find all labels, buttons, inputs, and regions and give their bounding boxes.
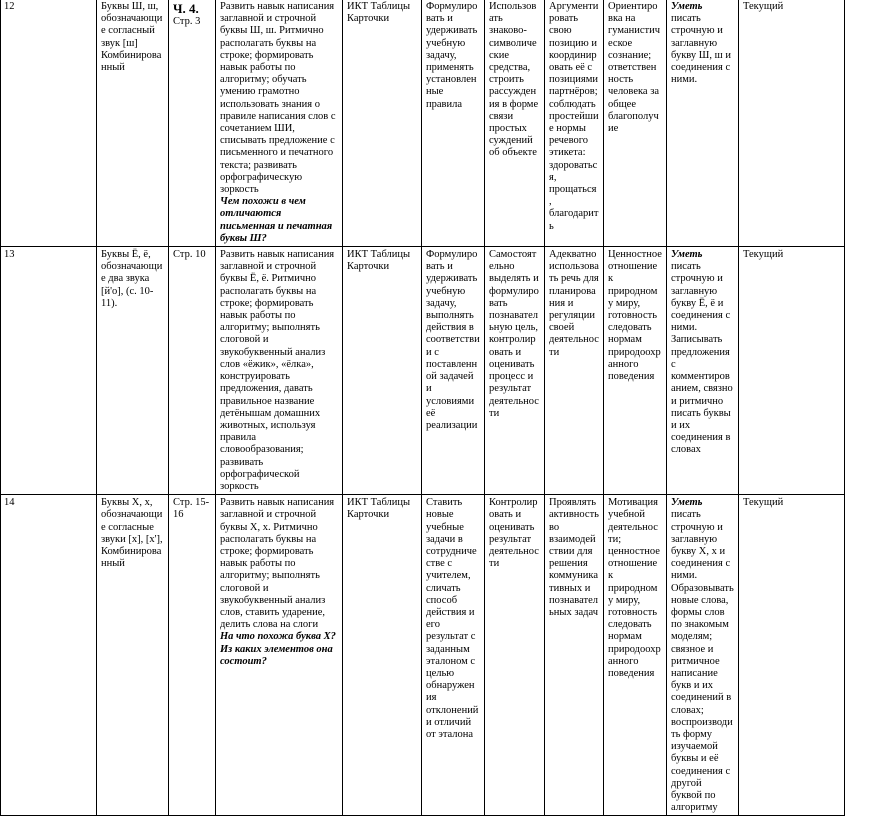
textbook-ref (169, 495, 216, 816)
control-type: Текущий (739, 247, 845, 495)
subject-text: писать строчную и заглавную букву Ё, ё и соединения с ними. Записывать предложения с комментированием, связно и ритмично писать буквы и их соединения в словах (671, 261, 733, 456)
cognitive-skills: Использовать знаково-символические средства, строить рассуждения в форме связи простых суждений об объекте (485, 0, 545, 247)
lesson-number: 14 (1, 495, 97, 816)
goal-text: Развить навык написания заглавной и строчной буквы Х, х. Ритмично располагать буквы на строке; формировать навык работы по алгоритму; выполнять слоговой и звукобуквенный анализ слов, ставить ударение, делить слова на слоги (220, 497, 335, 631)
resources: ИКТ Таблицы Карточки (343, 495, 422, 816)
table-row (1, 0, 883, 247)
control-type: Текущий (739, 0, 845, 247)
page-label: Стр. 10 (173, 249, 206, 261)
regulative-skills: Ставить новые учебные задачи в сотрудничестве с учителем, сличать способ действия и его результат с заданным эталоном с целью обнаружения отклонений и отличий от эталона (422, 495, 485, 816)
subject-bold: Уметь (671, 249, 703, 261)
lesson-topic: Буквы Х, х, обозначающие согласные звуки [х], [х'], Комбинированный (97, 495, 169, 816)
lesson-topic: Буквы Ё, ё, обозначающие два звука [й'о], (с. 10-11). (97, 247, 169, 495)
resources: ИКТ Таблицы Карточки (343, 0, 422, 247)
subject-text: писать строчную и заглавную букву Х, х и соединения с ними. Образовывать новые слова, формы слов по знакомым моделям; связное и ритмичное написание букв и их соединений в словах; воспроизводить форму изучаемой буквы и её соединения с другой буквой по алгоритму (671, 509, 734, 814)
table-row (1, 247, 883, 495)
personal-results: Ценностное отношение к природному миру, готовность следовать нормам природоохранного поведения (604, 247, 667, 495)
lesson-goal (216, 247, 343, 495)
lesson-goal (216, 0, 343, 247)
goal-text: Развить навык написания заглавной и строчной буквы Ё, ё. Ритмично располагать буквы на строке; формировать навык работы по алгоритму; выполнять слоговой и звукобуквенный анализ слов «ёжик», «ёлка», конструировать предложения, давать правильное название детёнышам домашних животных, используя правила словообразования; развивать орфографической зоркость (220, 249, 335, 492)
subject-results (667, 0, 739, 247)
page-label: Стр. 3 (173, 16, 201, 27)
table-row (1, 495, 883, 816)
page-label: Стр. 15-16 (173, 497, 210, 521)
subject-bold: Уметь (671, 497, 703, 509)
textbook-ref (169, 247, 216, 495)
control-type: Текущий (739, 495, 845, 816)
cognitive-skills: Контролировать и оценивать результат деятельности (485, 495, 545, 816)
lesson-number: 13 (1, 247, 97, 495)
lesson-topic: Буквы Ш, ш, обозначающие согласный звук [ш] Комбинированный (97, 0, 169, 247)
cognitive-skills: Самостоятельно выделять и формулировать познавательную цель, контролировать и оценивать процесс и результат деятельности (485, 247, 545, 495)
subject-bold: Уметь (671, 1, 703, 12)
resources: ИКТ Таблицы Карточки (343, 247, 422, 495)
goal-text: Развить навык написания заглавной и строчной буквы Ш, ш. Ритмично располагать буквы на строке; формировать навык работы по алгоритму; обучать умению грамотно использовать знания о правиле написания слов с сочетанием ШИ, списывать предложение с письменного и печатного текста; развивать орфографическую зоркость (220, 1, 336, 196)
regulative-skills: Формулировать и удерживать учебную задачу, применять установленные правила (422, 0, 485, 247)
lesson-number: 12 (1, 0, 97, 247)
lesson-goal (216, 495, 343, 816)
subject-results (667, 247, 739, 495)
personal-results: Ориентировка на гуманистическое сознание; ответственность человека за общее благополучие (604, 0, 667, 247)
communicative-skills: Проявлять активность во взаимодействии для решения коммуникативных и познавательных задач (545, 495, 604, 816)
goal-question: Чем похожи в чем отличаются письменная и печатная буквы Ш? (220, 196, 333, 244)
textbook-ref (169, 0, 216, 247)
communicative-skills: Адекватно использовать речь для планирования и регуляции своей деятельности (545, 247, 604, 495)
part-label: Ч. 4. (173, 1, 199, 16)
regulative-skills: Формулировать и удерживать учебную задачу, выполнять действия в соответствии с поставленной задачей и условиями её реализации (422, 247, 485, 495)
subject-results (667, 495, 739, 816)
goal-question: На что похожа буква Х? Из каких элементов она состоит? (220, 631, 336, 667)
communicative-skills: Аргументировать свою позицию и координировать её с позициями партнёров; соблюдать простейшие нормы речевого этикета: здороваться, прощаться, благодарить (545, 0, 604, 247)
personal-results: Мотивация учебной деятельности; ценностное отношение к природному миру, готовность следовать нормам природоохранного поведения (604, 495, 667, 816)
subject-text: писать строчную и заглавную букву Ш, ш и соединения с ними. (671, 13, 731, 86)
